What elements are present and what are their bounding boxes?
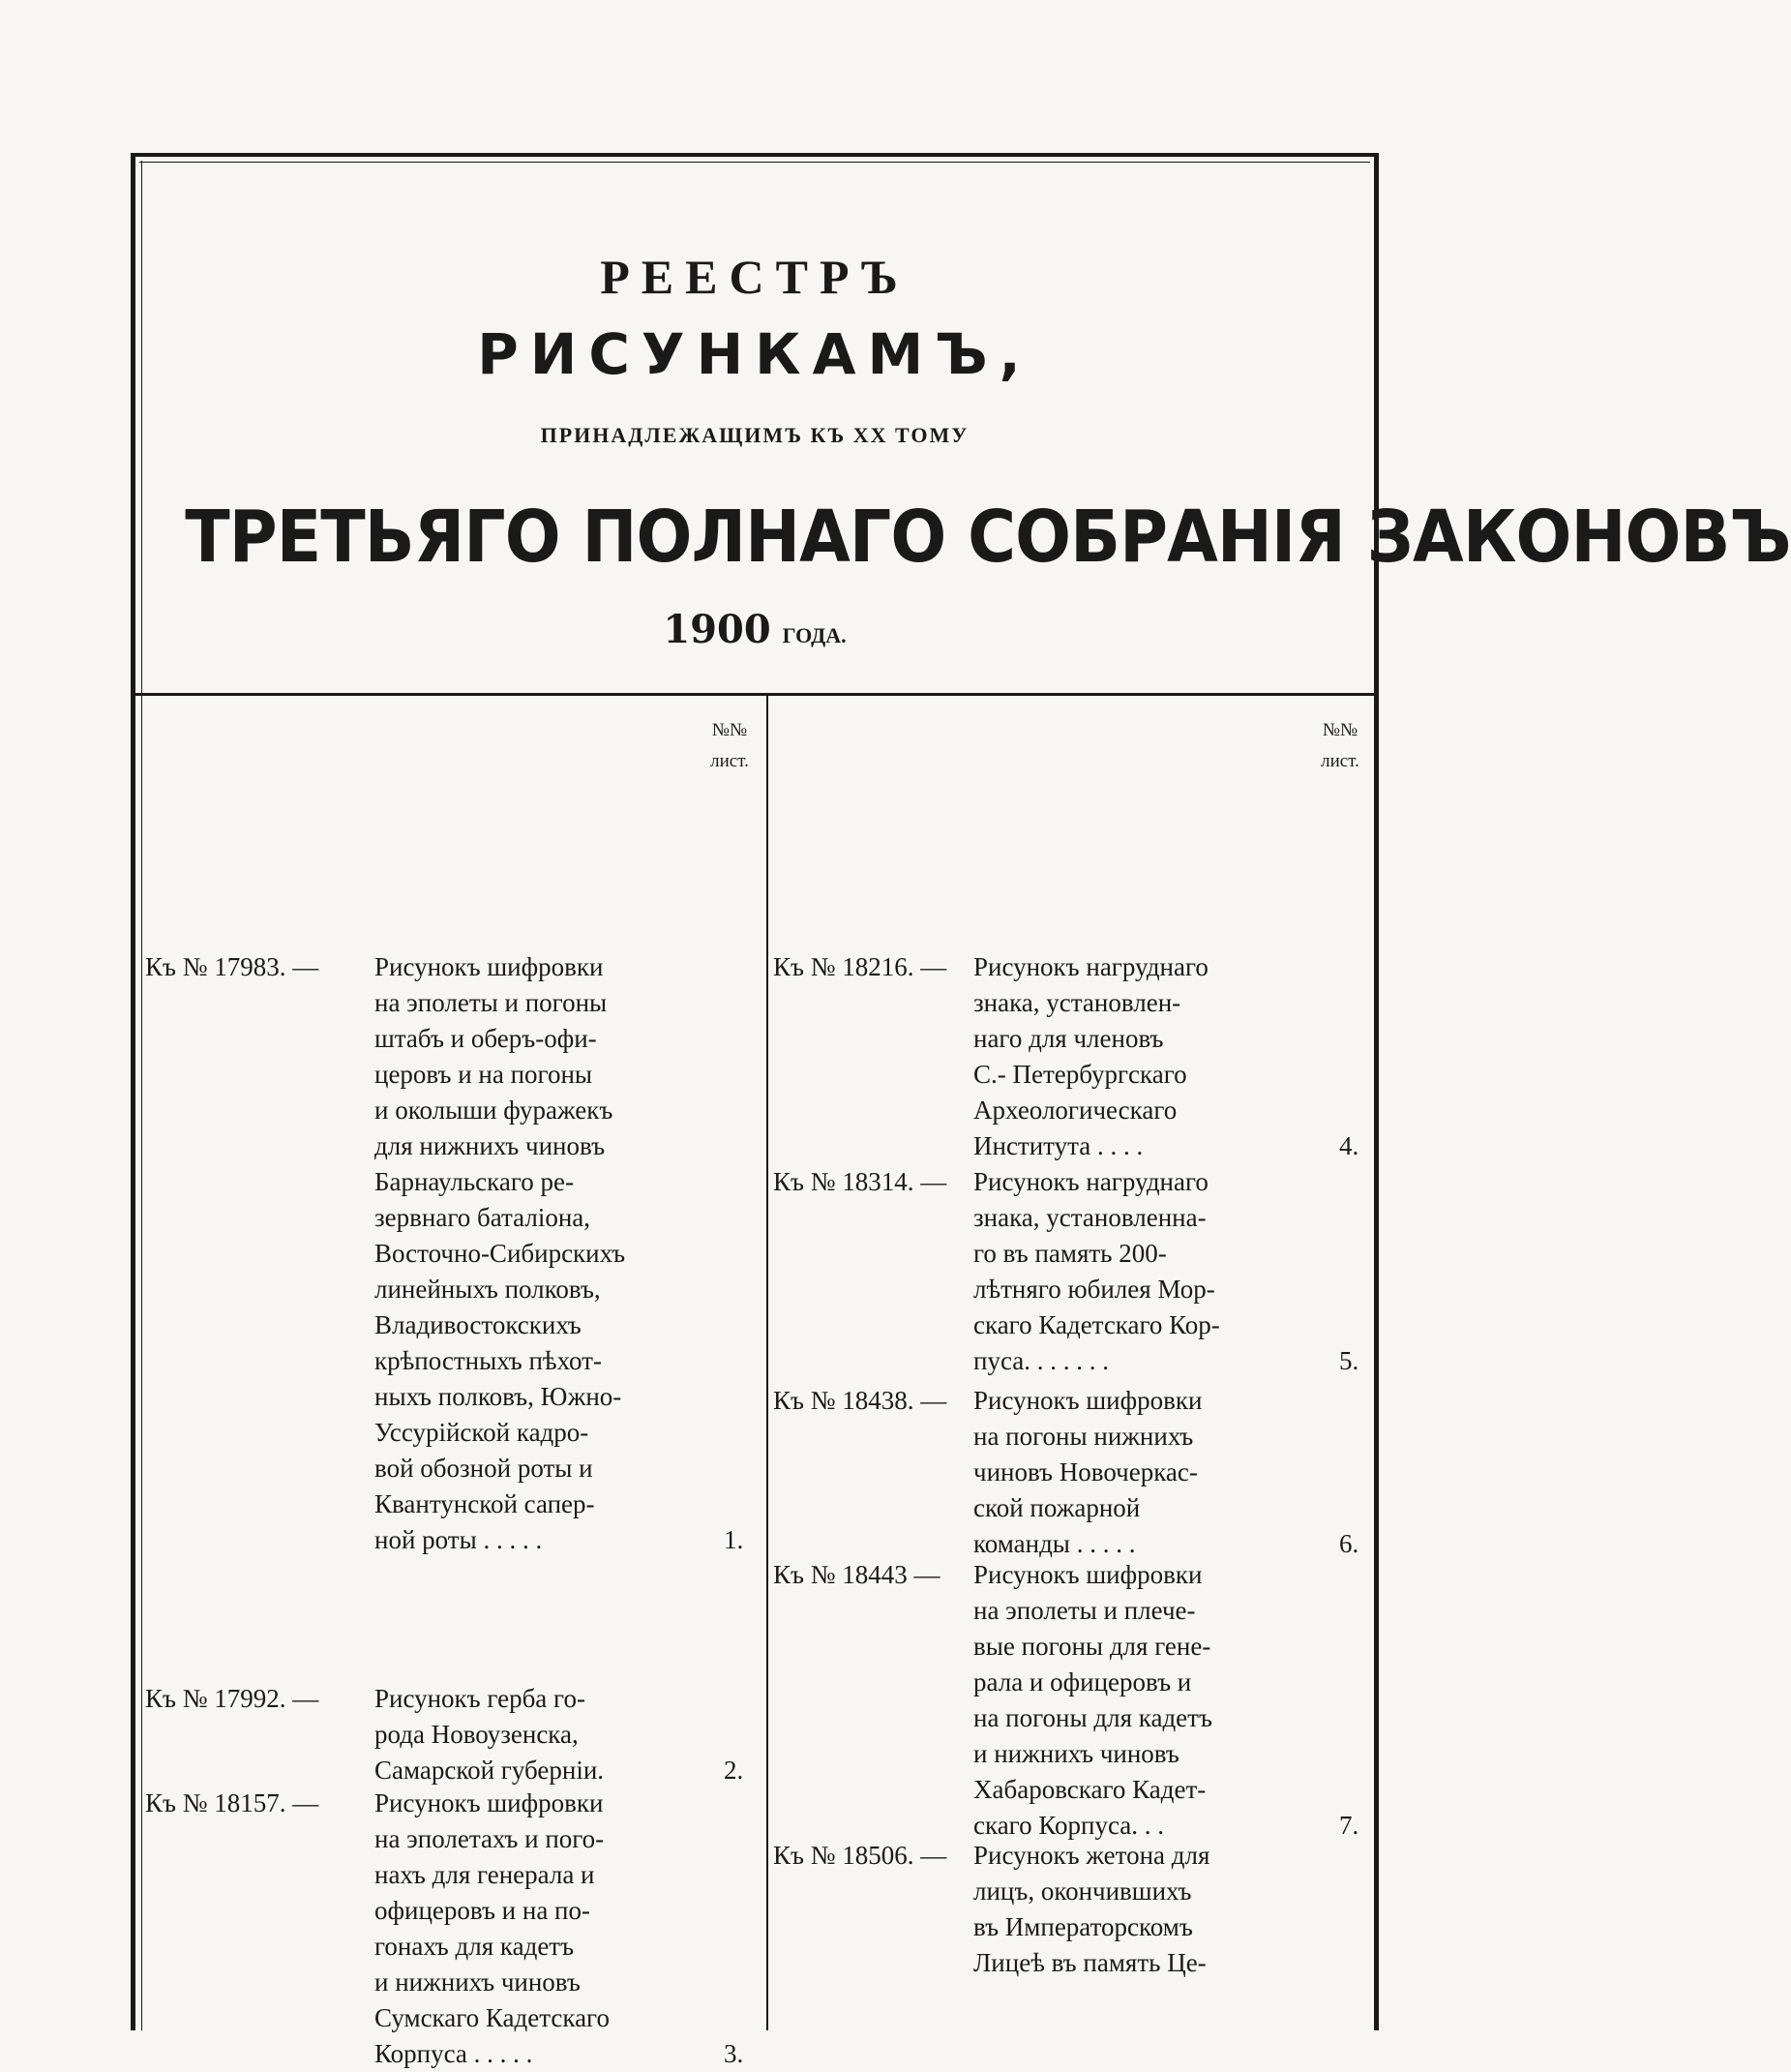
entry-reference: Къ № 17983. — — [145, 952, 319, 981]
entry-reference: Къ № 18443 — — [773, 1560, 940, 1589]
page-frame — [131, 153, 1791, 2068]
description-line: чиновъ Новочеркас- — [973, 1457, 1198, 1486]
entry-sheet-number: 3. — [724, 2039, 744, 2068]
description-line: Рисунокъ шифровки — [973, 1560, 1203, 1589]
subtitle-volume: ПРИНАДЛЕЖАЩИМЪ КЪ XX ТОМУ — [540, 423, 970, 447]
document-header — [135, 157, 1791, 699]
sheet-number-heading — [1312, 715, 1368, 777]
description-line: С.- Петербургскаго — [973, 1060, 1187, 1089]
entry-description — [374, 949, 625, 1558]
year-number: 1900 — [663, 607, 771, 652]
sheet-heading-word: лист. — [1321, 751, 1359, 771]
description-line: Рисунокъ нагруднаго — [973, 1167, 1209, 1196]
description-line: на погоны для кадетъ — [973, 1703, 1212, 1732]
entry-reference: Къ № 18438. — — [773, 1386, 947, 1415]
sheet-number-heading — [701, 715, 758, 777]
entry-sheet-number: 4. — [1339, 1131, 1359, 1160]
description-line: наго для членовъ — [973, 1024, 1164, 1053]
entry-description — [973, 949, 1209, 1164]
description-line: Лицеѣ въ память Це- — [973, 1948, 1207, 1977]
description-line: ныхъ полковъ, Южно- — [374, 1382, 622, 1411]
description-line: лѣтняго юбилея Мор- — [973, 1275, 1215, 1304]
title-year — [135, 607, 1374, 652]
description-line: Археологическаго — [973, 1096, 1178, 1125]
entry-reference: Къ № 18157. — — [145, 1788, 319, 1817]
description-line: зервнаго баталіона, — [374, 1203, 591, 1232]
description-line: пуса. . . . . . . — [973, 1346, 1109, 1375]
description-line: на погоны нижнихъ — [973, 1422, 1194, 1451]
entry-description — [374, 1786, 610, 2072]
header-divider — [135, 693, 1374, 696]
sheet-heading-numbers: №№ — [711, 720, 748, 740]
entry-sheet-number: 1. — [724, 1525, 744, 1554]
entry-reference: Къ № 17992. — — [145, 1684, 319, 1713]
title-drawings: РИСУНКАМЪ, — [477, 321, 1032, 387]
description-line: офицеровъ и на по- — [374, 1896, 590, 1925]
description-line: Сумскаго Кадетскаго — [374, 2003, 610, 2032]
description-line: лицъ, окончившихъ — [973, 1877, 1192, 1906]
title-collection: ТРЕТЬЯГО ПОЛНАГО СОБРАНІЯ ЗАКОНОВЪ — [185, 495, 1791, 579]
description-line: на эполеты и погоны — [374, 988, 608, 1017]
description-line: знака, установленна- — [973, 1203, 1207, 1232]
description-line: и околыши фуражекъ — [374, 1096, 613, 1125]
description-line: рала и офицеровъ и — [973, 1667, 1192, 1697]
description-line: для нижнихъ чиновъ — [374, 1131, 606, 1160]
description-line: вые погоны для гене- — [973, 1632, 1211, 1661]
description-line: Корпуса . . . . . — [374, 2039, 533, 2068]
description-line: Рисунокъ жетона для — [973, 1841, 1210, 1870]
description-line: Самарской губерніи. — [374, 1756, 605, 1785]
entry-sheet-number: 7. — [1339, 1811, 1359, 1840]
description-line: и нижнихъ чиновъ — [973, 1739, 1179, 1768]
description-line: Хабаровскаго Кадет- — [973, 1775, 1207, 1804]
description-line: штабъ и оберъ-офи- — [374, 1024, 597, 1053]
description-line: рода Новоузенска, — [374, 1720, 579, 1749]
entry-reference: Къ № 18314. — — [773, 1167, 947, 1196]
description-line: знака, установлен- — [973, 988, 1181, 1017]
entry-sheet-number: 2. — [724, 1756, 744, 1785]
entry-reference: Къ № 18216. — — [773, 952, 947, 981]
description-line: церовъ и на погоны — [374, 1060, 593, 1089]
description-line: скаго Кадетскаго Кор- — [973, 1310, 1220, 1339]
entry-description — [973, 1557, 1212, 1844]
description-line: ной роты . . . . . — [374, 1525, 543, 1554]
description-line: линейныхъ полковъ, — [374, 1275, 601, 1304]
description-line: Квантунской сапер- — [374, 1489, 595, 1518]
description-line: го въ память 200- — [973, 1239, 1167, 1268]
description-line: Владивостокскихъ — [374, 1310, 582, 1339]
description-line: вой обозной роты и — [374, 1454, 593, 1483]
entry-sheet-number: 5. — [1339, 1346, 1359, 1375]
sheet-heading-numbers: №№ — [1322, 720, 1358, 740]
column-divider — [766, 696, 768, 2030]
entry-description — [973, 1838, 1209, 1981]
description-line: гонахъ для кадетъ — [374, 1932, 575, 1961]
description-line: крѣпостныхъ пѣхот- — [374, 1346, 602, 1375]
entry-description — [973, 1164, 1220, 1379]
year-word: ГОДА. — [782, 623, 847, 647]
description-line: ской пожарной — [973, 1493, 1141, 1522]
description-line: Рисунокъ герба го- — [374, 1684, 585, 1713]
description-line: Рисунокъ шифровки — [374, 952, 604, 981]
entry-description — [374, 1681, 604, 1788]
entry-reference: Къ № 18506. — — [773, 1841, 947, 1870]
description-line: на эполетахъ и пого- — [374, 1824, 605, 1853]
description-line: Рисунокъ нагруднаго — [973, 952, 1209, 981]
description-line: Рисунокъ шифровки — [973, 1386, 1203, 1415]
title-registry: РЕЕСТРЪ — [600, 250, 910, 304]
entry-sheet-number: 6. — [1339, 1529, 1359, 1558]
description-line: въ Императорскомъ — [973, 1912, 1193, 1941]
description-line: на эполеты и плече- — [973, 1596, 1196, 1625]
description-line: и нижнихъ чиновъ — [374, 1967, 581, 1997]
description-line: Рисунокъ шифровки — [374, 1788, 604, 1817]
description-line: Института . . . . — [973, 1131, 1144, 1160]
description-line: Барнаульскаго ре- — [374, 1167, 574, 1196]
description-line: команды . . . . . — [973, 1529, 1136, 1558]
entry-description — [973, 1383, 1202, 1562]
sheet-heading-word: лист. — [710, 751, 749, 771]
description-line: нахъ для генерала и — [374, 1860, 595, 1889]
description-line: Уссурійской кадро- — [374, 1418, 589, 1447]
description-line: скаго Корпуса. . . — [973, 1811, 1164, 1840]
description-line: Восточно-Сибирскихъ — [374, 1239, 626, 1268]
